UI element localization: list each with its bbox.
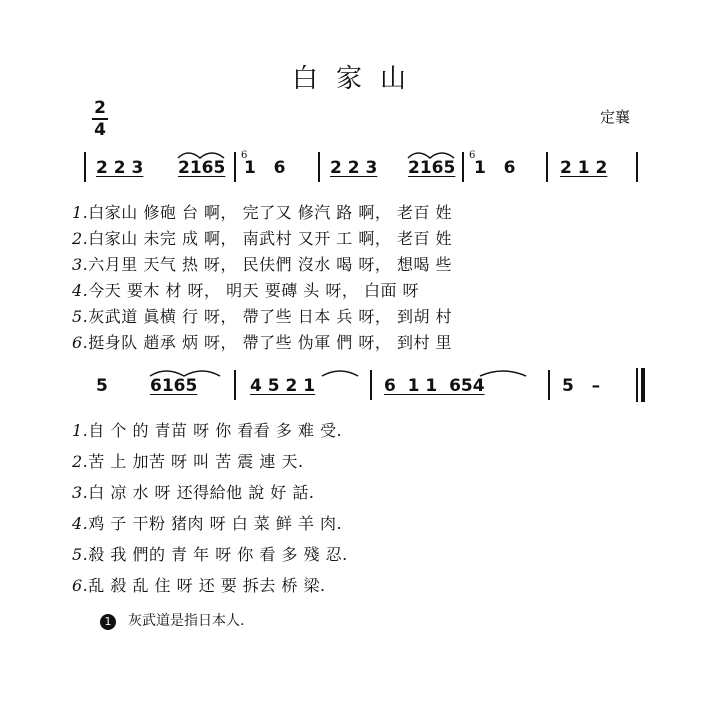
lyric-line: 6.乱 殺 乱 住 呀 还 要 拆去 桥 梁. bbox=[72, 576, 326, 595]
lyric-line: 5.殺 我 們的 青 年 呀 你 看 多 殘 忍. bbox=[72, 545, 348, 564]
bar-line bbox=[84, 152, 86, 182]
lyric-line: 4.鸡 子 干粉 猪肉 呀 白 菜 鲜 羊 肉. bbox=[72, 514, 343, 533]
lyrics-block-1 bbox=[72, 200, 452, 356]
bar-line bbox=[548, 370, 550, 400]
grace-note: 6 bbox=[241, 150, 248, 161]
footnote bbox=[100, 610, 244, 630]
lyric-line: 6.挺身队 趙承 炳 呀， 帶了些 伪軍 們 呀， 到村 里 bbox=[72, 333, 453, 352]
lyric-line: 2.白家山 未完 成 啊， 南武村 又开 工 啊， 老百 姓 bbox=[72, 229, 453, 248]
footnote-marker: 1 bbox=[100, 614, 116, 630]
measure-1-4: 1 6 bbox=[474, 158, 516, 178]
measure-2-4: 5 – bbox=[562, 376, 601, 396]
measure-2-1-a: 5 bbox=[96, 376, 108, 396]
lyric-line: 1.白家山 修砲 台 啊， 完了又 修汽 路 啊， 老百 姓 bbox=[72, 203, 453, 222]
slur-mark bbox=[406, 148, 456, 160]
bar-line bbox=[636, 152, 638, 182]
final-bar-thick bbox=[641, 368, 645, 402]
bar-line bbox=[462, 152, 464, 182]
time-signature-top: 2 bbox=[94, 98, 106, 118]
slur-mark bbox=[176, 148, 226, 160]
region-label: 定襄 bbox=[599, 108, 630, 126]
song-title: 白家山 bbox=[291, 64, 424, 94]
bar-line bbox=[370, 370, 372, 400]
measure-1-3-a: 2 2 3 bbox=[330, 158, 378, 178]
bar-line bbox=[234, 370, 236, 400]
bar-line bbox=[318, 152, 320, 182]
staff-line-1 bbox=[0, 150, 716, 190]
measure-1-1-a: 2 2 3 bbox=[96, 158, 144, 178]
time-signature bbox=[92, 100, 108, 138]
bar-line bbox=[546, 152, 548, 182]
lyric-line: 3.白 凉 水 呀 还得給他 說 好 話. bbox=[72, 483, 315, 502]
lyric-line: 4.今天 要木 材 呀， 明天 要磚 头 呀， 白面 呀 bbox=[72, 281, 420, 300]
lyric-line: 5.灰武道 眞横 行 呀， 帶了些 日本 兵 呀， 到胡 村 bbox=[72, 307, 453, 326]
measure-1-2: 1 6 bbox=[244, 158, 286, 178]
measure-1-3-b: 2165 bbox=[408, 158, 456, 178]
final-bar-thin bbox=[636, 368, 638, 402]
slur-mark bbox=[478, 366, 528, 378]
slur-mark bbox=[320, 366, 360, 378]
measure-1-1-b: 2165 bbox=[178, 158, 226, 178]
footnote-text: 灰武道是指日本人. bbox=[128, 613, 245, 629]
lyric-line: 1.自 个 的 青苗 呀 你 看看 多 难 受. bbox=[72, 421, 343, 440]
time-signature-bottom: 4 bbox=[94, 120, 106, 140]
lyric-line: 2.苦 上 加苦 呀 叫 苦 震 連 天. bbox=[72, 452, 304, 471]
grace-note: 6 bbox=[469, 150, 476, 161]
staff-line-2 bbox=[0, 368, 716, 408]
lyric-line: 3.六月里 天气 热 呀， 民伕們 沒水 喝 呀， 想喝 些 bbox=[72, 255, 453, 274]
slur-mark bbox=[148, 366, 222, 378]
measure-2-2: 4 5 2 1 bbox=[250, 376, 316, 396]
bar-line bbox=[234, 152, 236, 182]
measure-1-5: 2 1 2 bbox=[560, 158, 608, 178]
measure-2-1-b: 6165 bbox=[150, 376, 198, 396]
measure-2-3: 6 1 1 654 bbox=[384, 376, 485, 396]
lyrics-block-2 bbox=[72, 418, 348, 604]
